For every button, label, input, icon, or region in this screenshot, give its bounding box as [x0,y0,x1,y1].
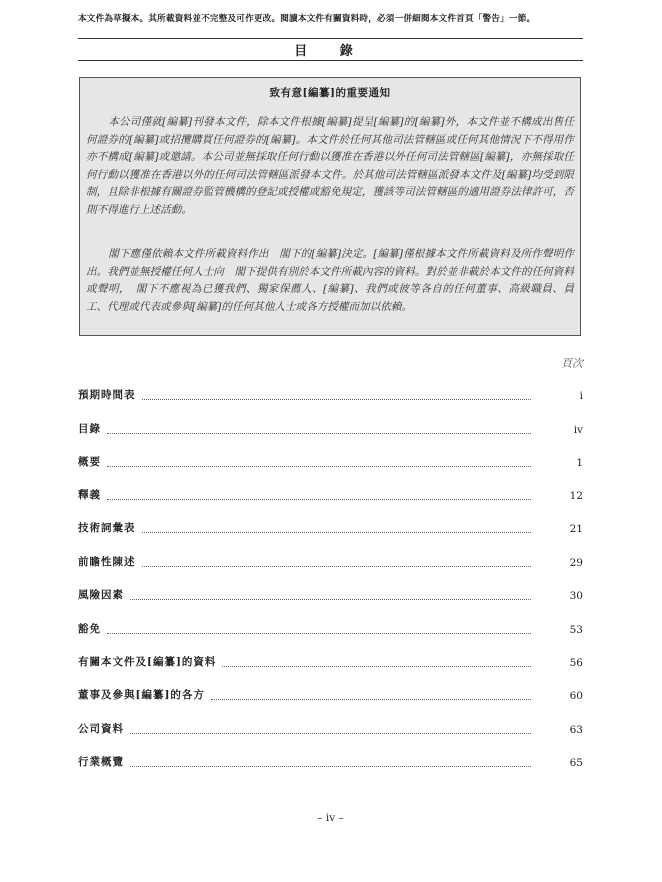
toc-entry-label: 風險因素 [78,589,124,601]
toc-entry-page: 53 [569,624,583,636]
notice-title: 致有意[編纂]的重要通知 [269,87,391,99]
toc-entry-label: 行業概覽 [78,756,124,768]
toc-entry-label: 豁免 [78,623,101,635]
toc-entry[interactable] [78,422,583,436]
dot-leader [130,589,531,600]
toc-page-column-heading: 頁次 [561,357,583,370]
page-number: – iv – [317,812,344,824]
dot-leader [107,423,531,434]
important-notice-box [79,77,581,336]
toc-entry-label: 技術詞彙表 [78,522,136,534]
toc-entry[interactable] [78,755,583,769]
toc-entry[interactable] [78,488,583,502]
toc-entry-label: 公司資料 [78,723,124,735]
dot-leader [107,489,531,500]
dot-leader [142,389,532,400]
toc-entry[interactable] [78,555,583,569]
toc-entry[interactable] [78,622,583,636]
toc-entry[interactable] [78,655,583,669]
toc-entry[interactable] [78,722,583,736]
toc-entry-label: 前瞻性陳述 [78,556,136,568]
toc-entry[interactable] [78,521,583,535]
toc-entry-page: 65 [569,757,583,769]
dot-leader [107,623,531,634]
dot-leader [142,522,532,533]
toc-entry-label: 預期時間表 [78,389,136,401]
page-title: 目 錄 [294,44,367,59]
toc-entry-label: 目錄 [78,423,101,435]
dot-leader [211,689,531,700]
draft-warning-note: 本文件為草擬本。其所載資料並不完整及可作更改。閱讀本文件有關資料時，必須一併細閱本文件首頁「警告」一節。 [78,14,536,24]
toc-entry-page: 21 [569,523,583,535]
toc-entry-page: 29 [569,557,583,569]
toc-entry-page: 12 [569,490,583,502]
toc-entry-page: iv [573,424,583,436]
toc-entry-page: 63 [569,724,583,736]
toc-entry-page: i [579,390,583,402]
toc-entry-label: 有關本文件及[編纂]的資料 [78,656,217,668]
toc-entry-page: 30 [569,590,583,602]
toc-entry-label: 概要 [78,456,101,468]
dot-leader [130,723,531,734]
toc-entry-label: 釋義 [78,489,101,501]
title-bottom-rule [78,60,583,61]
toc-entry[interactable] [78,588,583,602]
toc-entry[interactable] [78,388,583,402]
dot-leader [130,756,531,767]
title-top-rule [78,38,583,39]
toc-entry-page: 1 [576,457,583,469]
toc-entry-label: 董事及參與[編纂]的各方 [78,689,205,701]
toc-entry-page: 56 [569,657,583,669]
toc-entry-page: 60 [569,690,583,702]
toc-entry[interactable] [78,688,583,702]
dot-leader [222,656,531,667]
dot-leader [107,456,531,467]
notice-paragraph-1: 本公司僅就[編纂]刊發本文件，除本文件根據[編纂]提呈[編纂]的[編纂]外，本文件並不構成出售任何證券的[編纂]或招攬購買任何證券的[編纂]。本文件於任何其他司法管轄區或任何其他情況下不得用作亦不構成[編纂]或邀請。本公司並無採取任何行動以獲准在香港以外任何司法管轄區[編纂]，亦無採取任何行動以獲准在香港以外的任何司法管轄區派發本文件。於其他司法管轄區派發本文件及[編纂]均受到限制，且除非根據有關證券監管機構的登記或授權或豁免規定，獲該等司法管轄區的適用證券法律許可，否則不得進行上述活動。 [86,116,574,216]
dot-leader [142,556,532,567]
notice-paragraph-2: 閣下應僅依賴本文件所載資料作出 閣下的[編纂]決定。[編纂]僅根據本文件所載資料及所作聲明作出。我們並無授權任何人士向 閣下提供有別於本文件所載內容的資料。對於並非載於本文件的任何資料或聲明， 閣下不應視為已獲我們、獨家保薦人、[編纂]、我們或彼等各自的任何董事、高級職員、員工、代理或代表或參與[編纂]的任何其他人士或各方授權而加以依賴。 [86,248,574,313]
toc-entry[interactable] [78,455,583,469]
